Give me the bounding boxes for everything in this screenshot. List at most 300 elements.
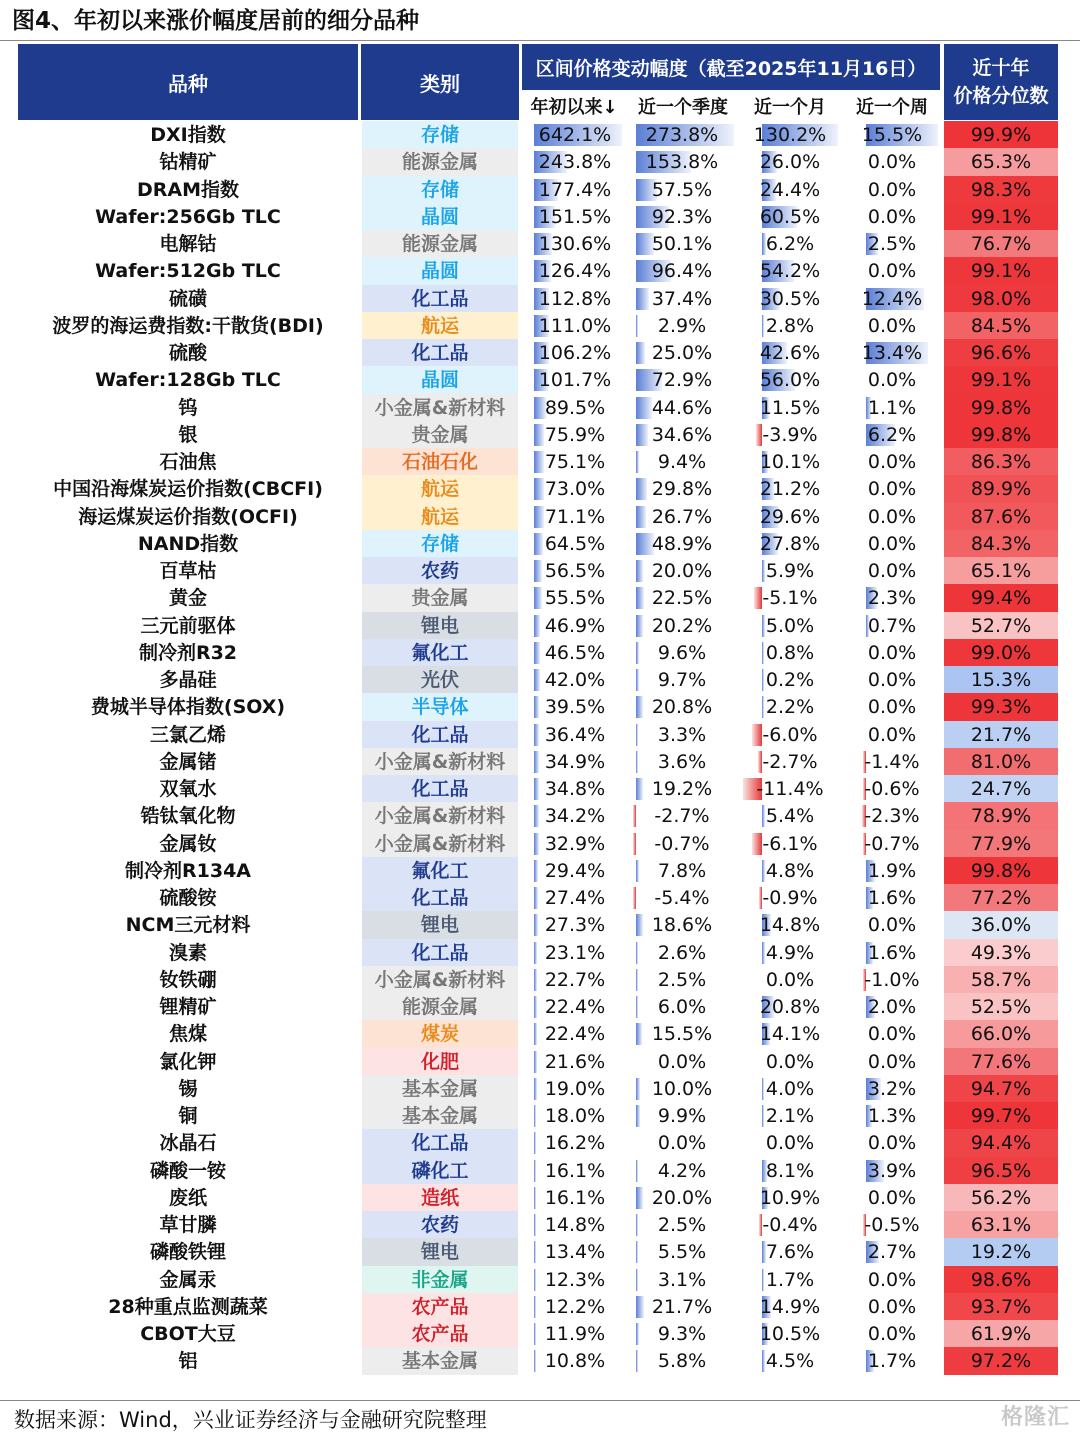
row-variety: Wafer:128Gb TLC — [95, 369, 281, 392]
change-value: 2.5% — [657, 968, 707, 991]
row-variety: 双氧水 — [159, 778, 217, 800]
row-week-change — [844, 1238, 940, 1266]
change-value: 14.8% — [544, 1214, 606, 1236]
table-row — [0, 312, 1080, 340]
row-category: 光伏 — [362, 666, 518, 694]
table-row — [0, 394, 1080, 422]
change-value: 5.4% — [765, 805, 815, 828]
change-value: 9.9% — [657, 1105, 707, 1127]
row-variety: 金属锗 — [159, 750, 217, 773]
table-row — [0, 939, 1080, 967]
change-value: 89.5% — [544, 396, 606, 419]
row-ytd-change — [526, 1157, 624, 1185]
row-variety: 焦煤 — [168, 1023, 207, 1046]
change-value: 6.0% — [657, 996, 707, 1018]
row-ytd-change — [526, 530, 624, 558]
row-ytd-change — [526, 748, 624, 776]
row-category: 锂电 — [362, 911, 518, 939]
row-ytd-change — [526, 203, 624, 231]
change-value: 29.8% — [651, 478, 713, 501]
row-ytd-change — [526, 966, 624, 994]
row-ytd-change — [526, 339, 624, 367]
change-value: 21.2% — [759, 478, 821, 501]
row-week-change — [844, 230, 940, 258]
row-week-change — [844, 775, 940, 803]
row-percentile: 98.3% — [944, 176, 1058, 204]
change-value: 22.4% — [544, 1023, 606, 1046]
change-value: -5.1% — [762, 587, 818, 610]
row-week-change — [844, 394, 940, 422]
row-quarter-change — [628, 857, 736, 885]
row-percentile: 99.8% — [944, 857, 1058, 885]
change-value: 71.1% — [544, 505, 606, 528]
change-value: 34.2% — [544, 805, 606, 828]
row-category: 能源金属 — [362, 148, 518, 176]
row-quarter-change — [628, 394, 736, 422]
row-ytd-change — [526, 584, 624, 612]
row-ytd-change — [526, 802, 624, 830]
row-week-change — [844, 939, 940, 967]
row-percentile: 78.9% — [944, 802, 1058, 830]
row-percentile: 96.5% — [944, 1157, 1058, 1185]
change-value: 14.1% — [759, 1023, 821, 1046]
row-percentile: 99.8% — [944, 394, 1058, 422]
row-week-change — [844, 1266, 940, 1294]
row-category: 农产品 — [362, 1293, 518, 1321]
change-value: 2.6% — [657, 941, 707, 964]
row-ytd-change — [526, 421, 624, 449]
row-variety: 银 — [178, 423, 198, 446]
change-value: 57.5% — [651, 178, 713, 201]
change-value: -1.0% — [864, 968, 920, 991]
change-value: 1.7% — [765, 1268, 815, 1291]
row-ytd-change — [526, 148, 624, 176]
row-week-change — [844, 1075, 940, 1103]
change-value: 0.0% — [867, 723, 917, 746]
row-variety: 废纸 — [168, 1186, 207, 1209]
change-value: 10.0% — [651, 1077, 713, 1100]
change-value: 24.4% — [759, 178, 821, 201]
row-category: 氟化工 — [362, 857, 518, 885]
row-category: 晶圆 — [362, 257, 518, 285]
change-value: 2.5% — [657, 1214, 707, 1236]
header-percentile-line2: 价格分位数 — [953, 85, 1049, 107]
row-variety: 三元前驱体 — [140, 614, 236, 637]
row-quarter-change — [628, 1048, 736, 1076]
row-ytd-change — [526, 993, 624, 1021]
row-quarter-change — [628, 1293, 736, 1321]
row-quarter-change — [628, 257, 736, 285]
change-value: 5.9% — [765, 560, 815, 582]
change-value: 15.5% — [651, 1023, 713, 1046]
row-month-change — [740, 993, 840, 1021]
row-month-change — [740, 1238, 840, 1266]
row-percentile: 99.4% — [944, 584, 1058, 612]
change-value: 9.7% — [657, 669, 707, 691]
change-value: 4.0% — [765, 1077, 815, 1100]
row-month-change — [740, 530, 840, 558]
row-category: 能源金属 — [362, 230, 518, 258]
table-row — [0, 530, 1080, 558]
change-value: 2.8% — [765, 314, 815, 337]
row-month-change — [740, 394, 840, 422]
row-quarter-change — [628, 1157, 736, 1185]
change-value: 15.5% — [861, 124, 923, 146]
change-value: 39.5% — [544, 696, 606, 719]
change-value: 13.4% — [544, 1241, 606, 1264]
row-percentile: 77.9% — [944, 830, 1058, 858]
row-category: 航运 — [362, 312, 518, 340]
row-quarter-change — [628, 830, 736, 858]
row-variety: 锂精矿 — [159, 996, 217, 1018]
change-value: 14.9% — [759, 1295, 821, 1318]
row-variety: 金属钕 — [159, 832, 217, 855]
table-row — [0, 1048, 1080, 1076]
row-quarter-change — [628, 230, 736, 258]
row-month-change — [740, 421, 840, 449]
change-value: -11.4% — [756, 778, 824, 800]
change-value: -0.6% — [864, 778, 920, 800]
row-category: 非金属 — [362, 1266, 518, 1294]
row-variety: 溴素 — [168, 941, 207, 964]
row-category: 造纸 — [362, 1184, 518, 1212]
row-category: 磷化工 — [362, 1157, 518, 1185]
row-ytd-change — [526, 394, 624, 422]
row-variety: NCM三元材料 — [125, 914, 251, 937]
row-variety: 氯化钾 — [159, 1050, 217, 1073]
header-percentile — [944, 44, 1058, 120]
change-value: 20.2% — [651, 614, 713, 637]
top-divider — [0, 40, 1080, 41]
row-quarter-change — [628, 1184, 736, 1212]
change-value: 92.3% — [651, 205, 713, 228]
change-value: 0.0% — [867, 505, 917, 528]
change-value: 0.0% — [867, 669, 917, 691]
row-quarter-change — [628, 285, 736, 313]
row-percentile: 36.0% — [944, 911, 1058, 939]
row-percentile: 84.5% — [944, 312, 1058, 340]
row-week-change — [844, 1184, 940, 1212]
row-month-change — [740, 775, 840, 803]
row-month-change — [740, 802, 840, 830]
change-value: 25.0% — [651, 342, 713, 364]
table-row — [0, 475, 1080, 503]
row-category: 锂电 — [362, 1238, 518, 1266]
row-week-change — [844, 693, 940, 721]
row-category: 农产品 — [362, 1320, 518, 1348]
row-ytd-change — [526, 693, 624, 721]
change-value: 20.8% — [651, 696, 713, 719]
row-month-change — [740, 285, 840, 313]
change-value: 112.8% — [538, 287, 612, 310]
change-value: 0.0% — [867, 314, 917, 337]
row-category: 化肥 — [362, 1048, 518, 1076]
row-quarter-change — [628, 639, 736, 667]
change-value: -6.1% — [762, 832, 818, 855]
header-col-quarter: 近一个季度 — [628, 92, 738, 120]
change-value: 13.4% — [861, 342, 923, 364]
header-percentile-line1: 近十年 — [972, 57, 1030, 79]
row-week-change — [844, 1129, 940, 1157]
table-row — [0, 339, 1080, 367]
table-row — [0, 666, 1080, 694]
row-variety: 金属汞 — [159, 1268, 217, 1291]
row-variety: CBOT大豆 — [140, 1323, 236, 1345]
change-value: 3.2% — [867, 1077, 917, 1100]
change-value: 36.4% — [544, 723, 606, 746]
row-percentile: 93.7% — [944, 1293, 1058, 1321]
row-quarter-change — [628, 366, 736, 394]
row-week-change — [844, 1347, 940, 1375]
change-value: 29.4% — [544, 859, 606, 882]
change-value: 101.7% — [538, 369, 612, 392]
row-percentile: 77.2% — [944, 884, 1058, 912]
row-week-change — [844, 176, 940, 204]
row-quarter-change — [628, 748, 736, 776]
change-value: 9.6% — [657, 641, 707, 664]
change-value: 0.0% — [867, 641, 917, 664]
row-quarter-change — [628, 557, 736, 585]
change-value: 0.0% — [867, 560, 917, 582]
header-col-ytd[interactable]: 年初以来↓ — [524, 92, 624, 120]
table-row — [0, 1320, 1080, 1348]
table-row — [0, 148, 1080, 176]
table-row — [0, 884, 1080, 912]
row-variety: 费城半导体指数(SOX) — [90, 696, 286, 719]
row-week-change — [844, 530, 940, 558]
change-value: 0.0% — [867, 696, 917, 719]
row-ytd-change — [526, 121, 624, 149]
row-category: 化工品 — [362, 939, 518, 967]
row-week-change — [844, 1320, 940, 1348]
table-row — [0, 421, 1080, 449]
row-percentile: 99.1% — [944, 366, 1058, 394]
row-month-change — [740, 612, 840, 640]
change-value: 130.6% — [538, 233, 612, 255]
change-value: 19.2% — [651, 778, 713, 800]
row-quarter-change — [628, 721, 736, 749]
row-category: 化工品 — [362, 884, 518, 912]
change-value: 0.0% — [657, 1132, 707, 1155]
row-quarter-change — [628, 421, 736, 449]
change-value: 106.2% — [538, 342, 612, 364]
change-value: 10.8% — [544, 1350, 606, 1373]
row-quarter-change — [628, 1211, 736, 1239]
change-value: 153.8% — [645, 151, 719, 174]
row-variety: Wafer:512Gb TLC — [95, 260, 281, 283]
table-row — [0, 857, 1080, 885]
change-value: 2.7% — [867, 1241, 917, 1264]
row-category: 农药 — [362, 1211, 518, 1239]
change-value: 37.4% — [651, 287, 713, 310]
row-ytd-change — [526, 1266, 624, 1294]
table-row — [0, 775, 1080, 803]
row-variety: 三氯乙烯 — [149, 723, 226, 746]
row-week-change — [844, 721, 940, 749]
change-value: 0.0% — [765, 968, 815, 991]
change-value: 10.5% — [759, 1323, 821, 1345]
row-ytd-change — [526, 1048, 624, 1076]
row-variety: 百草枯 — [159, 560, 217, 582]
change-value: 26.7% — [651, 505, 713, 528]
row-ytd-change — [526, 557, 624, 585]
change-value: 0.0% — [657, 1050, 707, 1073]
row-percentile: 66.0% — [944, 1020, 1058, 1048]
row-ytd-change — [526, 1102, 624, 1130]
row-quarter-change — [628, 693, 736, 721]
change-value: 1.6% — [867, 941, 917, 964]
table-row — [0, 1293, 1080, 1321]
change-value: 21.7% — [651, 1295, 713, 1318]
change-value: 4.8% — [765, 859, 815, 882]
row-week-change — [844, 1020, 940, 1048]
header-range-title: 区间价格变动幅度（截至2025年11月16日） — [522, 44, 940, 90]
row-category: 氟化工 — [362, 639, 518, 667]
row-month-change — [740, 1266, 840, 1294]
table-row — [0, 285, 1080, 313]
row-category: 小金属&新材料 — [362, 802, 518, 830]
row-variety: NAND指数 — [137, 532, 239, 555]
row-percentile: 84.3% — [944, 530, 1058, 558]
change-value: -0.7% — [654, 832, 710, 855]
row-month-change — [740, 257, 840, 285]
watermark-logo: 格隆汇 — [1000, 1405, 1070, 1430]
row-ytd-change — [526, 475, 624, 503]
row-ytd-change — [526, 775, 624, 803]
row-ytd-change — [526, 448, 624, 476]
row-quarter-change — [628, 966, 736, 994]
row-quarter-change — [628, 612, 736, 640]
table-row — [0, 203, 1080, 231]
row-month-change — [740, 1293, 840, 1321]
change-value: 0.0% — [867, 532, 917, 555]
change-value: 1.9% — [867, 859, 917, 882]
table-row — [0, 121, 1080, 149]
row-month-change — [740, 1129, 840, 1157]
table-row — [0, 1266, 1080, 1294]
change-value: 0.0% — [867, 451, 917, 473]
change-value: 2.5% — [867, 233, 917, 255]
row-ytd-change — [526, 1184, 624, 1212]
row-month-change — [740, 830, 840, 858]
row-variety: 多晶硅 — [159, 669, 217, 691]
row-quarter-change — [628, 802, 736, 830]
row-category: 小金属&新材料 — [362, 394, 518, 422]
row-percentile: 81.0% — [944, 748, 1058, 776]
row-variety: 铜 — [178, 1105, 198, 1127]
row-ytd-change — [526, 1211, 624, 1239]
change-value: 8.1% — [765, 1159, 815, 1182]
change-value: 16.1% — [544, 1159, 606, 1182]
change-value: 5.0% — [765, 614, 815, 637]
change-value: 0.0% — [867, 1132, 917, 1155]
row-variety: DRAM指数 — [136, 178, 239, 201]
row-category: 晶圆 — [362, 366, 518, 394]
row-week-change — [844, 1157, 940, 1185]
row-week-change — [844, 312, 940, 340]
change-value: 0.0% — [867, 1023, 917, 1046]
table-row — [0, 366, 1080, 394]
row-percentile: 58.7% — [944, 966, 1058, 994]
row-week-change — [844, 966, 940, 994]
row-month-change — [740, 939, 840, 967]
table-row — [0, 1211, 1080, 1239]
row-ytd-change — [526, 884, 624, 912]
change-value: 7.6% — [765, 1241, 815, 1264]
row-percentile: 98.0% — [944, 285, 1058, 313]
row-month-change — [740, 1347, 840, 1375]
row-week-change — [844, 911, 940, 939]
change-value: -2.7% — [762, 750, 818, 773]
row-quarter-change — [628, 1347, 736, 1375]
table-row — [0, 230, 1080, 258]
row-percentile: 56.2% — [944, 1184, 1058, 1212]
row-ytd-change — [526, 176, 624, 204]
row-percentile: 89.9% — [944, 475, 1058, 503]
row-ytd-change — [526, 312, 624, 340]
row-category: 石油石化 — [362, 448, 518, 476]
row-percentile: 15.3% — [944, 666, 1058, 694]
row-percentile: 96.6% — [944, 339, 1058, 367]
row-month-change — [740, 366, 840, 394]
change-value: 56.5% — [544, 560, 606, 582]
row-category: 航运 — [362, 475, 518, 503]
change-value: 29.6% — [759, 505, 821, 528]
row-week-change — [844, 148, 940, 176]
row-week-change — [844, 857, 940, 885]
row-ytd-change — [526, 612, 624, 640]
row-percentile: 99.9% — [944, 121, 1058, 149]
row-week-change — [844, 639, 940, 667]
change-value: 0.8% — [765, 641, 815, 664]
row-variety: 冰晶石 — [159, 1132, 217, 1155]
row-quarter-change — [628, 993, 736, 1021]
change-value: 4.5% — [765, 1350, 815, 1373]
change-value: 0.0% — [867, 260, 917, 283]
row-quarter-change — [628, 148, 736, 176]
change-value: -5.4% — [654, 887, 710, 909]
row-category: 锂电 — [362, 612, 518, 640]
change-value: 0.0% — [867, 914, 917, 937]
change-value: 34.9% — [544, 750, 606, 773]
row-category: 存储 — [362, 176, 518, 204]
header-category: 类别 — [361, 44, 519, 120]
row-month-change — [740, 1211, 840, 1239]
change-value: 20.0% — [651, 560, 713, 582]
row-week-change — [844, 421, 940, 449]
change-value: 3.3% — [657, 723, 707, 746]
change-value: 22.4% — [544, 996, 606, 1018]
row-percentile: 65.1% — [944, 557, 1058, 585]
change-value: 44.6% — [651, 396, 713, 419]
row-week-change — [844, 1211, 940, 1239]
table-row — [0, 1157, 1080, 1185]
row-ytd-change — [526, 257, 624, 285]
change-value: 111.0% — [538, 314, 612, 337]
row-quarter-change — [628, 584, 736, 612]
change-value: 3.1% — [657, 1268, 707, 1291]
row-month-change — [740, 857, 840, 885]
row-percentile: 97.2% — [944, 1347, 1058, 1375]
row-percentile: 87.6% — [944, 503, 1058, 531]
change-value: 273.8% — [645, 124, 719, 146]
table-row — [0, 176, 1080, 204]
row-ytd-change — [526, 1293, 624, 1321]
change-value: 6.2% — [867, 423, 917, 446]
row-ytd-change — [526, 857, 624, 885]
row-category: 基本金属 — [362, 1347, 518, 1375]
change-value: 126.4% — [538, 260, 612, 283]
